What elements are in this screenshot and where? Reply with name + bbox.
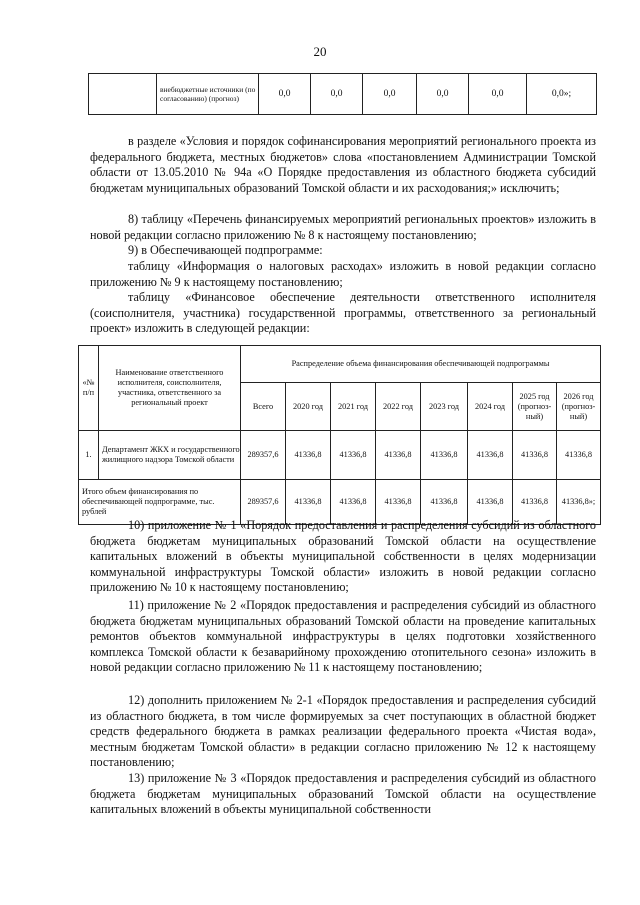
row-label: внебюджетные источники (по согласованию) (прогноз) bbox=[157, 74, 259, 115]
table-cell: 0,0 bbox=[311, 74, 363, 115]
year-header: 2026 год (прогноз-ный) bbox=[557, 383, 601, 431]
col-name-header: Наименование ответственного исполнителя, соисполнителя, участника, ответственного за региональный проект bbox=[99, 346, 241, 431]
year-header: 2025 год (прогноз-ный) bbox=[513, 383, 557, 431]
year-header: 2023 год bbox=[421, 383, 468, 431]
page-number: 20 bbox=[313, 44, 327, 59]
table-cell: 289357,6 bbox=[241, 431, 286, 480]
table-continuation bbox=[88, 73, 597, 115]
table-row bbox=[79, 431, 601, 480]
table-cell: 0,0»; bbox=[527, 74, 597, 115]
row-num: 1. bbox=[79, 431, 99, 480]
group-header: Распределение объема финансирования обеспечивающей подпрограммы bbox=[241, 346, 601, 383]
table-cell: 0,0 bbox=[259, 74, 311, 115]
table-cell: 41336,8 bbox=[421, 480, 468, 525]
table-cell: 0,0 bbox=[417, 74, 469, 115]
table-cell: 0,0 bbox=[363, 74, 417, 115]
table-cell: 41336,8 bbox=[331, 480, 376, 525]
row-name: Департамент ЖКХ и государственного жилищного надзора Томской области bbox=[99, 431, 241, 480]
year-header: Всего bbox=[241, 383, 286, 431]
table-cell: 41336,8 bbox=[468, 480, 513, 525]
col-num-header: «№ п/п bbox=[79, 346, 99, 431]
year-header: 2021 год bbox=[331, 383, 376, 431]
table-cell: 41336,8 bbox=[468, 431, 513, 480]
paragraph: 10) приложение № 1 «Порядок предоставления и распределения субсидий из областного бюджета бюджетам муниципальных образований Томской области на осуществление капитальных вложений в объекты муниципальной собственности в целях модернизации коммунальной инфраструктуры Томской области» изложить в новой редакции согласно приложению № 10 к настоящему постановлению; bbox=[90, 518, 596, 594]
paragraph: таблицу «Финансовое обеспечение деятельности ответственного исполнителя (соисполнителя, участника) государственной программы, ответственного за региональный проект» изложить в следующей редакции: bbox=[90, 290, 596, 335]
paragraph: 12) дополнить приложением № 2-1 «Порядок предоставления и распределения субсидий из областного бюджета, в том числе формируемых за счет поступающих в областной бюджет средств федерального бюджета в рамках реализации федерального проекта «Чистая вода», местным бюджетам Томской области» в редакции согласно приложению № 12 к настоящему постановлению; bbox=[90, 693, 596, 769]
paragraph: 9) в Обеспечивающей подпрограмме: bbox=[128, 243, 323, 257]
paragraph: 11) приложение № 2 «Порядок предоставления и распределения субсидий из областного бюджета бюджетам муниципальных образований Томской области на проведение капитальных ремонтов объектов коммунальной инфраструктуры в целях подготовки хозяйственного комплекса Томской области к безаварийному прохождению отопительного сезона» изложить в новой редакции согласно приложению № 11 к настоящему постановлению; bbox=[90, 598, 596, 674]
paragraph: в разделе «Условия и порядок софинансирования мероприятий регионального проекта из федерального бюджета, местных бюджетов» слова «постановлением Администрации Томской области от 13.05.2010 № 94а «О Порядке предоставления из областного бюджета субсидий бюджетам муниципальных образований Томской области и их расходования;» исключить; bbox=[90, 134, 596, 195]
total-label: Итого объем финансирования по обеспечивающей подпрограмме, тыс. рублей bbox=[79, 480, 241, 525]
paragraph: 13) приложение № 3 «Порядок предоставления и распределения субсидий из областного бюджета бюджетам муниципальных образований Томской области на осуществление капитальных вложений в объекты муниципальной собственности bbox=[90, 771, 596, 816]
table-cell: 41336,8 bbox=[286, 480, 331, 525]
table-cell: 289357,6 bbox=[241, 480, 286, 525]
year-header: 2020 год bbox=[286, 383, 331, 431]
financing-table bbox=[78, 345, 601, 525]
table-cell: 41336,8 bbox=[421, 431, 468, 480]
table-cell: 41336,8 bbox=[513, 480, 557, 525]
year-header: 2022 год bbox=[376, 383, 421, 431]
year-header: 2024 год bbox=[468, 383, 513, 431]
table-cell: 41336,8 bbox=[513, 431, 557, 480]
table-cell: 0,0 bbox=[469, 74, 527, 115]
table-cell: 41336,8 bbox=[376, 480, 421, 525]
table-cell bbox=[89, 74, 157, 115]
table-cell: 41336,8 bbox=[376, 431, 421, 480]
table-cell: 41336,8 bbox=[557, 431, 601, 480]
table-cell: 41336,8»; bbox=[557, 480, 601, 525]
paragraph: таблицу «Информация о налоговых расходах» изложить в новой редакции согласно приложению № 9 к настоящему постановлению; bbox=[90, 259, 596, 289]
table-cell: 41336,8 bbox=[331, 431, 376, 480]
paragraph: 8) таблицу «Перечень финансируемых мероприятий региональных проектов» изложить в новой редакции согласно приложению № 8 к настоящему постановлению; bbox=[90, 212, 596, 242]
table-cell: 41336,8 bbox=[286, 431, 331, 480]
